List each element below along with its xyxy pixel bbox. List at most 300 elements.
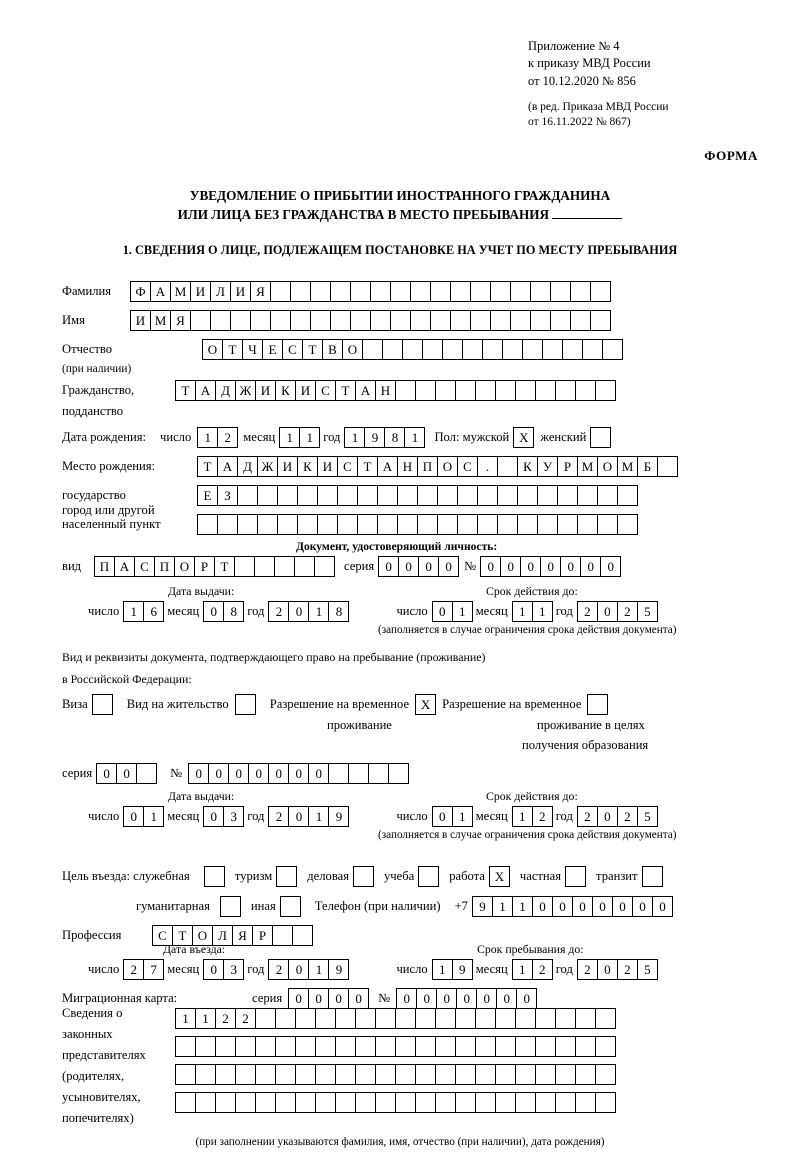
char-cell[interactable]: Н xyxy=(397,456,418,477)
char-cell[interactable] xyxy=(582,339,603,360)
char-cell[interactable] xyxy=(617,485,638,506)
char-cell[interactable] xyxy=(475,380,496,401)
char-cell[interactable] xyxy=(577,514,598,535)
char-cell[interactable]: Я xyxy=(250,281,271,302)
doc-valid-day-boxes[interactable] xyxy=(432,601,472,622)
birth-month-boxes[interactable] xyxy=(279,427,319,448)
char-cell[interactable] xyxy=(257,485,278,506)
char-cell[interactable]: 0 xyxy=(308,988,329,1009)
char-cell[interactable]: 0 xyxy=(572,896,593,917)
char-cell[interactable]: 9 xyxy=(452,959,473,980)
char-cell[interactable] xyxy=(430,310,451,331)
char-cell[interactable] xyxy=(335,1092,356,1113)
char-cell[interactable] xyxy=(175,1064,196,1085)
char-cell[interactable]: И xyxy=(255,380,276,401)
char-cell[interactable]: 1 xyxy=(143,806,164,827)
permit-issue-year-boxes[interactable] xyxy=(268,806,348,827)
char-cell[interactable] xyxy=(315,1064,336,1085)
char-cell[interactable] xyxy=(234,556,255,577)
char-cell[interactable] xyxy=(295,1008,316,1029)
char-cell[interactable] xyxy=(295,1092,316,1113)
char-cell[interactable] xyxy=(292,925,313,946)
char-cell[interactable] xyxy=(275,1064,296,1085)
permit-number-boxes[interactable] xyxy=(188,763,408,784)
char-cell[interactable]: 0 xyxy=(308,763,329,784)
purpose-private-checkbox[interactable] xyxy=(565,866,586,887)
char-cell[interactable] xyxy=(395,1092,416,1113)
char-cell[interactable]: Б xyxy=(637,456,658,477)
purpose-work-checkbox[interactable]: X xyxy=(489,866,510,887)
char-cell[interactable] xyxy=(328,763,349,784)
char-cell[interactable]: М xyxy=(577,456,598,477)
phone-boxes[interactable] xyxy=(472,896,672,917)
char-cell[interactable] xyxy=(455,1008,476,1029)
char-cell[interactable] xyxy=(435,1036,456,1057)
char-cell[interactable]: Т xyxy=(335,380,356,401)
char-cell[interactable]: О xyxy=(597,456,618,477)
char-cell[interactable] xyxy=(335,1036,356,1057)
char-cell[interactable]: 1 xyxy=(344,427,365,448)
doc-issue-day-boxes[interactable] xyxy=(123,601,163,622)
char-cell[interactable] xyxy=(255,1064,276,1085)
char-cell[interactable] xyxy=(455,1092,476,1113)
char-cell[interactable] xyxy=(362,339,383,360)
char-cell[interactable] xyxy=(254,556,275,577)
char-cell[interactable] xyxy=(575,1064,596,1085)
char-cell[interactable]: 8 xyxy=(384,427,405,448)
doc-issue-year-boxes[interactable] xyxy=(268,601,348,622)
char-cell[interactable]: 0 xyxy=(496,988,517,1009)
char-cell[interactable]: 0 xyxy=(123,806,144,827)
char-cell[interactable] xyxy=(237,514,258,535)
char-cell[interactable] xyxy=(470,281,491,302)
char-cell[interactable] xyxy=(530,310,551,331)
char-cell[interactable]: 1 xyxy=(404,427,425,448)
char-cell[interactable] xyxy=(475,1092,496,1113)
char-cell[interactable] xyxy=(395,1008,416,1029)
char-cell[interactable]: П xyxy=(417,456,438,477)
char-cell[interactable]: 0 xyxy=(398,556,419,577)
char-cell[interactable]: 0 xyxy=(597,806,618,827)
char-cell[interactable] xyxy=(257,514,278,535)
char-cell[interactable]: И xyxy=(317,456,338,477)
char-cell[interactable] xyxy=(215,1064,236,1085)
char-cell[interactable]: 1 xyxy=(452,806,473,827)
char-cell[interactable] xyxy=(517,514,538,535)
char-cell[interactable] xyxy=(330,281,351,302)
char-cell[interactable]: Т xyxy=(175,380,196,401)
char-cell[interactable]: 0 xyxy=(203,806,224,827)
char-cell[interactable]: Л xyxy=(212,925,233,946)
char-cell[interactable]: 1 xyxy=(512,601,533,622)
temp-residence-checkbox[interactable]: X xyxy=(415,694,436,715)
char-cell[interactable] xyxy=(555,1008,576,1029)
char-cell[interactable] xyxy=(350,281,371,302)
purpose-study-checkbox[interactable] xyxy=(418,866,439,887)
char-cell[interactable]: . xyxy=(477,456,498,477)
char-cell[interactable] xyxy=(210,310,231,331)
char-cell[interactable]: 0 xyxy=(378,556,399,577)
char-cell[interactable] xyxy=(435,380,456,401)
char-cell[interactable] xyxy=(542,339,563,360)
char-cell[interactable] xyxy=(375,1092,396,1113)
char-cell[interactable]: 0 xyxy=(480,556,501,577)
char-cell[interactable] xyxy=(495,380,516,401)
char-cell[interactable] xyxy=(357,485,378,506)
char-cell[interactable] xyxy=(315,1092,336,1113)
char-cell[interactable]: 3 xyxy=(223,959,244,980)
char-cell[interactable]: С xyxy=(337,456,358,477)
char-cell[interactable] xyxy=(537,485,558,506)
char-cell[interactable]: С xyxy=(282,339,303,360)
char-cell[interactable]: Я xyxy=(170,310,191,331)
char-cell[interactable]: Ч xyxy=(242,339,263,360)
char-cell[interactable]: 0 xyxy=(632,896,653,917)
char-cell[interactable] xyxy=(235,1092,256,1113)
char-cell[interactable] xyxy=(495,1092,516,1113)
char-cell[interactable] xyxy=(390,281,411,302)
char-cell[interactable]: 0 xyxy=(552,896,573,917)
purpose-business-checkbox[interactable] xyxy=(353,866,374,887)
char-cell[interactable]: 0 xyxy=(203,601,224,622)
birth-place-boxes-1[interactable] xyxy=(197,456,417,477)
char-cell[interactable]: 3 xyxy=(223,806,244,827)
birth-place-boxes-1b[interactable] xyxy=(417,456,517,477)
char-cell[interactable]: 9 xyxy=(364,427,385,448)
char-cell[interactable] xyxy=(497,485,518,506)
char-cell[interactable] xyxy=(195,1064,216,1085)
char-cell[interactable]: 5 xyxy=(637,806,658,827)
char-cell[interactable] xyxy=(310,281,331,302)
char-cell[interactable]: 5 xyxy=(637,959,658,980)
doc-issue-month-boxes[interactable] xyxy=(203,601,243,622)
char-cell[interactable] xyxy=(495,1008,516,1029)
residence-checkbox[interactable] xyxy=(235,694,256,715)
char-cell[interactable] xyxy=(375,1064,396,1085)
char-cell[interactable] xyxy=(175,1092,196,1113)
char-cell[interactable]: 0 xyxy=(396,988,417,1009)
char-cell[interactable] xyxy=(357,514,378,535)
char-cell[interactable] xyxy=(197,514,218,535)
char-cell[interactable]: 0 xyxy=(228,763,249,784)
char-cell[interactable] xyxy=(275,1036,296,1057)
char-cell[interactable] xyxy=(422,339,443,360)
permit-issue-month-boxes[interactable] xyxy=(203,806,243,827)
char-cell[interactable]: 0 xyxy=(540,556,561,577)
stay-month-boxes[interactable] xyxy=(512,959,552,980)
char-cell[interactable] xyxy=(390,310,411,331)
char-cell[interactable]: 0 xyxy=(416,988,437,1009)
char-cell[interactable]: 1 xyxy=(123,601,144,622)
char-cell[interactable] xyxy=(490,281,511,302)
char-cell[interactable] xyxy=(555,1092,576,1113)
char-cell[interactable]: 2 xyxy=(217,427,238,448)
char-cell[interactable]: 1 xyxy=(432,959,453,980)
char-cell[interactable] xyxy=(530,281,551,302)
char-cell[interactable]: О xyxy=(437,456,458,477)
char-cell[interactable] xyxy=(195,1036,216,1057)
char-cell[interactable]: 1 xyxy=(308,601,329,622)
doc-valid-month-boxes[interactable] xyxy=(512,601,552,622)
patronymic-boxes[interactable] xyxy=(202,339,622,360)
char-cell[interactable]: А xyxy=(150,281,171,302)
char-cell[interactable] xyxy=(517,485,538,506)
char-cell[interactable]: 0 xyxy=(580,556,601,577)
char-cell[interactable]: Н xyxy=(375,380,396,401)
char-cell[interactable]: 0 xyxy=(436,988,457,1009)
char-cell[interactable]: 1 xyxy=(512,959,533,980)
char-cell[interactable] xyxy=(455,1064,476,1085)
char-cell[interactable] xyxy=(575,1036,596,1057)
char-cell[interactable] xyxy=(410,310,431,331)
char-cell[interactable] xyxy=(270,281,291,302)
char-cell[interactable] xyxy=(435,1064,456,1085)
char-cell[interactable] xyxy=(570,310,591,331)
char-cell[interactable] xyxy=(415,1036,436,1057)
char-cell[interactable] xyxy=(314,556,335,577)
char-cell[interactable] xyxy=(250,310,271,331)
char-cell[interactable] xyxy=(255,1092,276,1113)
char-cell[interactable]: Д xyxy=(237,456,258,477)
char-cell[interactable] xyxy=(190,310,211,331)
char-cell[interactable]: С xyxy=(315,380,336,401)
char-cell[interactable]: 8 xyxy=(223,601,244,622)
char-cell[interactable] xyxy=(350,310,371,331)
char-cell[interactable]: Ж xyxy=(257,456,278,477)
char-cell[interactable] xyxy=(595,1092,616,1113)
char-cell[interactable]: 1 xyxy=(195,1008,216,1029)
char-cell[interactable] xyxy=(577,485,598,506)
char-cell[interactable]: А xyxy=(114,556,135,577)
char-cell[interactable] xyxy=(495,1064,516,1085)
char-cell[interactable]: 8 xyxy=(328,601,349,622)
char-cell[interactable] xyxy=(510,281,531,302)
char-cell[interactable]: М xyxy=(150,310,171,331)
char-cell[interactable] xyxy=(455,380,476,401)
char-cell[interactable] xyxy=(255,1036,276,1057)
char-cell[interactable] xyxy=(555,380,576,401)
char-cell[interactable]: Е xyxy=(262,339,283,360)
char-cell[interactable] xyxy=(515,1036,536,1057)
char-cell[interactable]: М xyxy=(617,456,638,477)
char-cell[interactable] xyxy=(370,310,391,331)
char-cell[interactable]: 0 xyxy=(592,896,613,917)
char-cell[interactable] xyxy=(550,281,571,302)
char-cell[interactable] xyxy=(310,310,331,331)
char-cell[interactable] xyxy=(570,281,591,302)
char-cell[interactable] xyxy=(277,485,298,506)
char-cell[interactable]: 2 xyxy=(268,959,289,980)
char-cell[interactable] xyxy=(375,1008,396,1029)
char-cell[interactable] xyxy=(490,310,511,331)
char-cell[interactable]: Т xyxy=(172,925,193,946)
char-cell[interactable]: 0 xyxy=(532,896,553,917)
char-cell[interactable] xyxy=(535,1036,556,1057)
char-cell[interactable] xyxy=(294,556,315,577)
char-cell[interactable] xyxy=(315,1036,336,1057)
birth-place-boxes-3[interactable] xyxy=(197,514,637,535)
char-cell[interactable]: 0 xyxy=(600,556,621,577)
char-cell[interactable]: 0 xyxy=(652,896,673,917)
char-cell[interactable]: 2 xyxy=(268,806,289,827)
char-cell[interactable] xyxy=(515,380,536,401)
char-cell[interactable]: З xyxy=(217,485,238,506)
char-cell[interactable] xyxy=(475,1036,496,1057)
char-cell[interactable]: К xyxy=(275,380,296,401)
char-cell[interactable] xyxy=(557,485,578,506)
char-cell[interactable] xyxy=(297,485,318,506)
char-cell[interactable]: 0 xyxy=(560,556,581,577)
char-cell[interactable]: М xyxy=(170,281,191,302)
char-cell[interactable] xyxy=(230,310,251,331)
char-cell[interactable]: П xyxy=(94,556,115,577)
char-cell[interactable]: 0 xyxy=(203,959,224,980)
birth-place-boxes-2[interactable] xyxy=(197,485,637,506)
char-cell[interactable]: 2 xyxy=(617,601,638,622)
char-cell[interactable]: 0 xyxy=(248,763,269,784)
char-cell[interactable]: 0 xyxy=(476,988,497,1009)
char-cell[interactable] xyxy=(275,1092,296,1113)
char-cell[interactable]: Т xyxy=(357,456,378,477)
char-cell[interactable]: 2 xyxy=(617,959,638,980)
char-cell[interactable]: 1 xyxy=(197,427,218,448)
char-cell[interactable] xyxy=(368,763,389,784)
char-cell[interactable] xyxy=(595,380,616,401)
char-cell[interactable] xyxy=(475,1008,496,1029)
char-cell[interactable]: 1 xyxy=(452,601,473,622)
char-cell[interactable] xyxy=(277,514,298,535)
char-cell[interactable]: 9 xyxy=(328,806,349,827)
char-cell[interactable] xyxy=(377,485,398,506)
char-cell[interactable]: 0 xyxy=(328,988,349,1009)
char-cell[interactable]: Я xyxy=(232,925,253,946)
char-cell[interactable] xyxy=(272,925,293,946)
char-cell[interactable]: 1 xyxy=(492,896,513,917)
char-cell[interactable] xyxy=(395,1036,416,1057)
char-cell[interactable] xyxy=(555,1064,576,1085)
char-cell[interactable]: О xyxy=(202,339,223,360)
permit-valid-day-boxes[interactable] xyxy=(432,806,472,827)
char-cell[interactable] xyxy=(215,1036,236,1057)
char-cell[interactable]: 1 xyxy=(175,1008,196,1029)
char-cell[interactable] xyxy=(557,514,578,535)
edu-residence-checkbox[interactable] xyxy=(587,694,608,715)
char-cell[interactable] xyxy=(215,1092,236,1113)
char-cell[interactable]: Т xyxy=(214,556,235,577)
char-cell[interactable]: 0 xyxy=(438,556,459,577)
char-cell[interactable]: 0 xyxy=(208,763,229,784)
char-cell[interactable]: 6 xyxy=(143,601,164,622)
char-cell[interactable] xyxy=(595,1036,616,1057)
char-cell[interactable]: 1 xyxy=(299,427,320,448)
visa-checkbox[interactable] xyxy=(92,694,113,715)
char-cell[interactable] xyxy=(435,1092,456,1113)
char-cell[interactable] xyxy=(370,281,391,302)
char-cell[interactable] xyxy=(470,310,491,331)
purpose-other-checkbox[interactable] xyxy=(280,896,301,917)
char-cell[interactable]: О xyxy=(192,925,213,946)
char-cell[interactable]: 2 xyxy=(617,806,638,827)
char-cell[interactable] xyxy=(590,281,611,302)
char-cell[interactable] xyxy=(482,339,503,360)
char-cell[interactable]: Т xyxy=(222,339,243,360)
char-cell[interactable]: 0 xyxy=(288,806,309,827)
char-cell[interactable] xyxy=(457,485,478,506)
char-cell[interactable] xyxy=(175,1036,196,1057)
legal-rep-row-4[interactable] xyxy=(175,1092,615,1113)
char-cell[interactable] xyxy=(595,1008,616,1029)
char-cell[interactable] xyxy=(295,1036,316,1057)
char-cell[interactable] xyxy=(395,1064,416,1085)
char-cell[interactable]: Д xyxy=(215,380,236,401)
char-cell[interactable]: 0 xyxy=(96,763,117,784)
char-cell[interactable] xyxy=(337,514,358,535)
char-cell[interactable]: 2 xyxy=(577,806,598,827)
birth-place-boxes-1c[interactable] xyxy=(517,456,677,477)
char-cell[interactable]: 2 xyxy=(577,959,598,980)
char-cell[interactable] xyxy=(617,514,638,535)
sex-male-checkbox[interactable]: X xyxy=(513,427,534,448)
purpose-humanitarian-checkbox[interactable] xyxy=(220,896,241,917)
char-cell[interactable] xyxy=(497,456,518,477)
char-cell[interactable] xyxy=(575,1092,596,1113)
char-cell[interactable]: 0 xyxy=(116,763,137,784)
char-cell[interactable]: Р xyxy=(557,456,578,477)
char-cell[interactable]: И xyxy=(295,380,316,401)
char-cell[interactable] xyxy=(515,1008,536,1029)
legal-rep-row-3[interactable] xyxy=(175,1064,615,1085)
surname-boxes[interactable] xyxy=(130,281,610,302)
char-cell[interactable]: 2 xyxy=(215,1008,236,1029)
stay-year-boxes[interactable] xyxy=(577,959,657,980)
char-cell[interactable] xyxy=(335,1008,356,1029)
char-cell[interactable] xyxy=(355,1008,376,1029)
char-cell[interactable] xyxy=(397,485,418,506)
char-cell[interactable] xyxy=(477,485,498,506)
char-cell[interactable] xyxy=(442,339,463,360)
char-cell[interactable]: И xyxy=(230,281,251,302)
char-cell[interactable] xyxy=(510,310,531,331)
char-cell[interactable]: Е xyxy=(197,485,218,506)
doc-number-boxes[interactable] xyxy=(480,556,620,577)
doc-kind-boxes[interactable] xyxy=(94,556,334,577)
char-cell[interactable]: 7 xyxy=(143,959,164,980)
char-cell[interactable]: Т xyxy=(197,456,218,477)
char-cell[interactable] xyxy=(575,1008,596,1029)
char-cell[interactable] xyxy=(562,339,583,360)
char-cell[interactable]: О xyxy=(342,339,363,360)
doc-series-boxes[interactable] xyxy=(378,556,458,577)
char-cell[interactable] xyxy=(550,310,571,331)
char-cell[interactable]: 2 xyxy=(532,959,553,980)
char-cell[interactable]: К xyxy=(297,456,318,477)
char-cell[interactable] xyxy=(415,380,436,401)
char-cell[interactable]: 0 xyxy=(288,763,309,784)
purpose-transit-checkbox[interactable] xyxy=(642,866,663,887)
char-cell[interactable] xyxy=(575,380,596,401)
char-cell[interactable] xyxy=(375,1036,396,1057)
citizenship-boxes[interactable] xyxy=(175,380,615,401)
char-cell[interactable] xyxy=(355,1064,376,1085)
char-cell[interactable]: 1 xyxy=(279,427,300,448)
char-cell[interactable] xyxy=(535,380,556,401)
char-cell[interactable] xyxy=(497,514,518,535)
sex-female-checkbox[interactable] xyxy=(590,427,611,448)
char-cell[interactable]: Р xyxy=(252,925,273,946)
char-cell[interactable]: 0 xyxy=(516,988,537,1009)
char-cell[interactable] xyxy=(437,514,458,535)
char-cell[interactable] xyxy=(495,1036,516,1057)
